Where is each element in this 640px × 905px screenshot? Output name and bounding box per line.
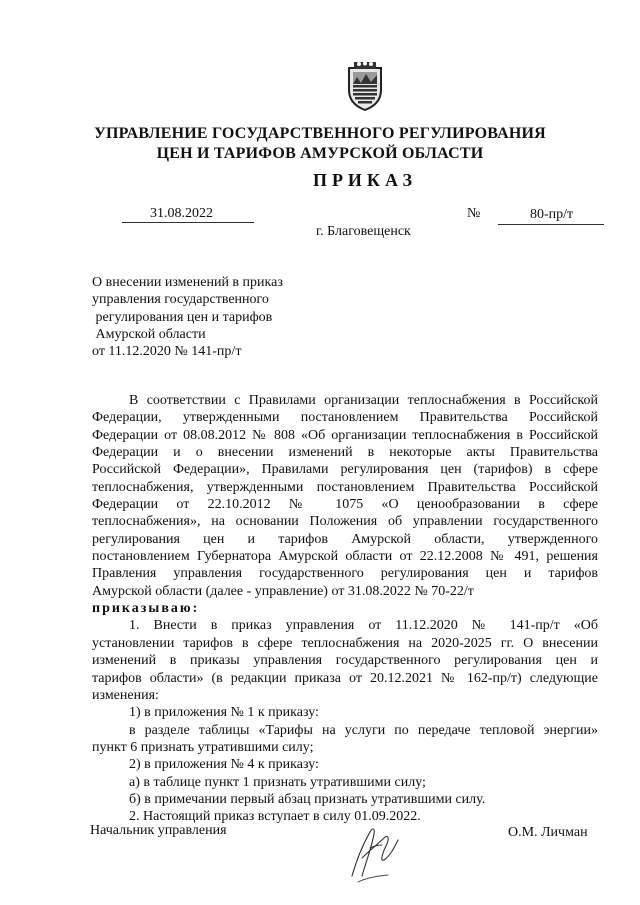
preamble-line: В соответствии с Правилами организации теплоснабжения в Российской [129, 393, 598, 408]
date-underline [122, 222, 254, 223]
document-type-title: ПРИКАЗ [312, 170, 418, 190]
coat-of-arms-emblem [345, 60, 385, 112]
order-word: приказываю: [92, 601, 200, 617]
sub-item-1-detail-line: пункт 6 признать утратившими силу; [92, 739, 314, 755]
handwritten-signature [340, 818, 410, 888]
preamble-line: Российской Федерации», Правилами регулирования цен (тарифов) в сфере [92, 462, 598, 478]
sub-item-2a: а) в таблице пункт 1 признать утратившими силу; [129, 774, 426, 790]
city: г. Благовещенск [316, 224, 411, 239]
subject-line: регулирования цен и тарифов [92, 309, 273, 325]
preamble-line: теплоснабжения, утвержденными постановлением Правительства Российской [92, 479, 598, 495]
document-body [92, 392, 598, 826]
item1-line: установлении тарифов в сфере теплоснабжения на 2020-2025 гг. О внесении [92, 635, 598, 651]
org-name-line-1: УПРАВЛЕНИЕ ГОСУДАРСТВЕННОГО РЕГУЛИРОВАНИЯ [94, 125, 546, 142]
signatory-name: О.М. Личман [508, 825, 588, 840]
document-number: 80-пр/т [530, 207, 574, 222]
subject-line: управления государственного [92, 292, 269, 308]
document-date: 31.08.2022 [150, 206, 213, 221]
item1-line: изменений в приказы управления государственного регулирования цен и [92, 653, 598, 669]
subject-line: Амурской области [92, 326, 206, 342]
sub-item-1: 1) в приложения № 1 к приказу: [129, 705, 319, 721]
item1-line: 1. Внести в приказ управления от 11.12.2020 № 141-пр/т «Об [129, 618, 598, 634]
number-underline [498, 224, 604, 225]
sub-item-2b: б) в примечании первый абзац признать утратившими силу. [129, 791, 486, 807]
subject-block [92, 274, 283, 360]
org-name-line-2: ЦЕН И ТАРИФОВ АМУРСКОЙ ОБЛАСТИ [156, 145, 484, 162]
preamble-line: Федерации от 22.10.2012 № 1075 «О ценообразовании в сфере [92, 497, 598, 513]
preamble-line: Амурской области (далее - управление) от 31.08.2022 № 70-22/т [92, 583, 474, 599]
signatory-title: Начальник управления [90, 823, 227, 838]
item1-line: изменения: [92, 687, 159, 703]
number-sign: № [467, 206, 481, 221]
preamble-line: Правления управления государственного регулирования цен и тарифов [92, 566, 598, 582]
subject-line: от 11.12.2020 № 141-пр/т [92, 344, 242, 360]
preamble-line: Федерации и о внесении изменений в некоторые акты Правительства [92, 445, 598, 461]
sub-item-1-detail-line: в разделе таблицы «Тарифы на услуги по передаче тепловой энергии» [129, 722, 598, 738]
preamble-line: регулирования цен и тарифов Амурской области, утвержденного [92, 531, 598, 547]
subject-line: О внесении изменений в приказ [92, 275, 283, 290]
item-2: 2. Настоящий приказ вступает в силу 01.09.2022. [129, 809, 421, 825]
preamble-line: Федерации, утвержденными постановлением Правительства Российской [92, 410, 598, 426]
preamble-line: Федерации от 08.08.2012 № 808 «Об организации теплоснабжения в Российской [92, 427, 598, 443]
item1-line: тарифов области» (в редакции приказа от 20.12.2021 № 162-пр/т) следующие [92, 670, 598, 686]
preamble-line: постановлением Губернатора Амурской области от 22.12.2008 № 491, решения [92, 549, 598, 565]
preamble-line: теплоснабжения», на основании Положения об управлении государственного [92, 514, 598, 530]
sub-item-2: 2) в приложения № 4 к приказу: [129, 757, 319, 773]
